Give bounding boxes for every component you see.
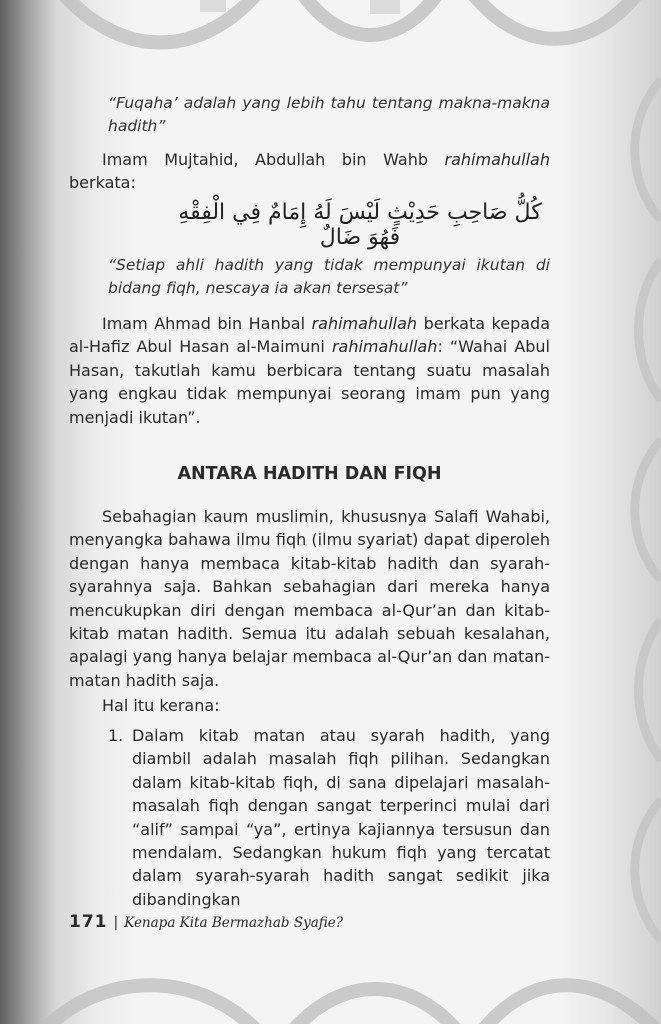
book-title: Kenapa Kita Bermazhab Syafie? xyxy=(124,915,343,931)
para1-italic: rahimahullah xyxy=(444,150,550,169)
paragraph-hal-itu: Hal itu kerana: xyxy=(102,696,220,715)
ornament-bottom xyxy=(0,969,661,1024)
para2-part2: berkata kepada al-Hafiz Abul Hasan al-Maimuni xyxy=(69,314,551,357)
list-item xyxy=(108,724,550,911)
para2-part1: Imam Ahmad bin Hanbal xyxy=(102,314,312,333)
page-footer xyxy=(69,912,550,932)
para2-italic1: rahimahullah xyxy=(311,314,418,333)
ornament-top xyxy=(0,0,661,55)
paragraph-abdullah-bin-wahb xyxy=(69,148,550,195)
paragraph-imam-ahmad xyxy=(69,312,550,429)
para2-italic2: rahimahullah xyxy=(331,337,438,357)
para1-suffix: berkata: xyxy=(69,173,136,193)
ornament-right xyxy=(616,60,661,964)
footer-separator: | xyxy=(113,915,119,931)
section-heading: ANTARA HADITH DAN FIQH xyxy=(177,464,442,484)
quote-setiap-ahli-hadith: “Setiap ahli hadith yang tidak mempunyai ikutan di bidang fiqh, nescaya ia akan tersesat” xyxy=(108,256,550,298)
list-item-number: 1. xyxy=(108,726,124,745)
paragraph-sebahagian: Sebahagian kaum muslimin, khususnya Salafi Wahabi, menyangka bahawa ilmu fiqh (ilmu syariat) dapat diperoleh dengan hanya membaca kitab-kitab hadith dan syarah-syarahnya saja. Bahkan sebahagian dari mereka hanya mencukupkan diri dengan membaca al-Qur’an dan kitab-kitab matan hadith. Semua itu adalah sebuah kesalahan, apalagi yang hanya belajar membaca al-Qur’an dan matan-matan hadith saja. xyxy=(69,507,550,690)
para2-part3: : “Wahai Abul Hasan, takutlah kamu berbicara tentang suatu masalah yang engkau tidak mempunyai seorang imam pun yang menjadi ikutan”. xyxy=(69,337,551,427)
arabic-quote: كُلُّ صَاحِبِ حَدِيْثٍ لَيْسَ لَهُ إِمَامٌ فِي الْفِقْهِ فَهُوَ ضَالٌ xyxy=(178,200,542,250)
para1-prefix: Imam Mujtahid, Abdullah bin Wahb xyxy=(102,150,445,169)
list-item-text: Dalam kitab matan atau syarah hadith, yang diambil adalah masalah fiqh pilihan. Sedangkan dalam kitab-kitab fiqh, di sana dipelajari masalah-masalah fiqh dengan sangat terperinci mulai dari “alif” sampai “ya”, ertinya kajiannya tersusun dan mendalam. Sedangkan hukum fiqh yang tercatat dalam syarah-syarah hadith sangat sedikit jika dibandingkan xyxy=(132,726,550,909)
quote-fuqaha: “Fuqaha’ adalah yang lebih tahu tentang makna-makna hadith” xyxy=(108,94,550,136)
page-number: 171 xyxy=(69,912,108,932)
